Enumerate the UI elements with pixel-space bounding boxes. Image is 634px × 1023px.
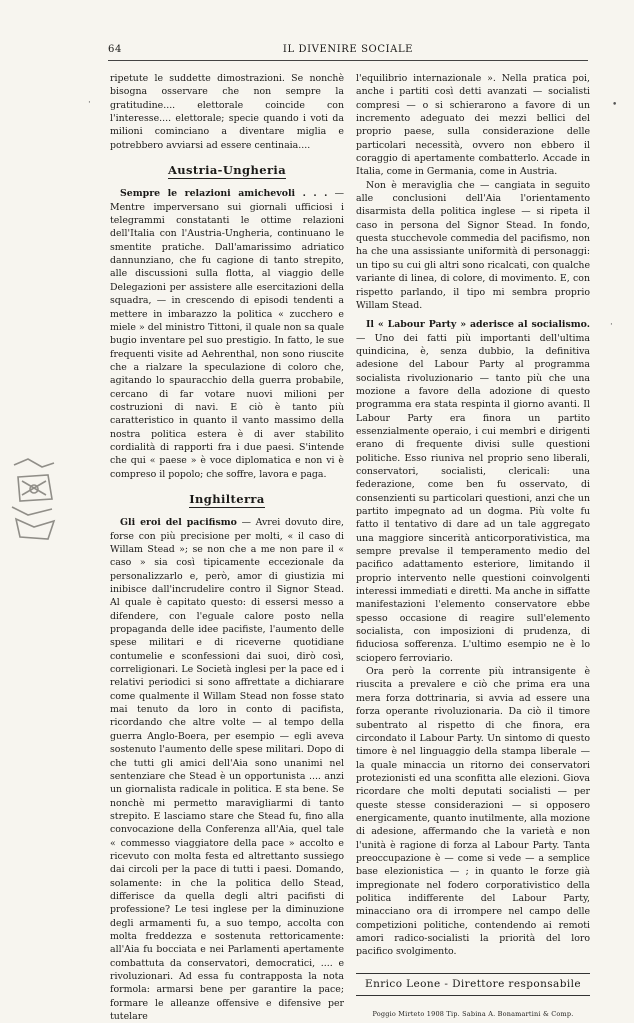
section-title-inghilterra: Inghilterra bbox=[189, 491, 265, 506]
page-header bbox=[108, 44, 588, 61]
austria-paragraph bbox=[110, 187, 344, 481]
austria-text: — Mentre imperversano sui giornali ufficiosi i telegrammi constatanti le ottime relazioni dell'Italia con l'Austria-Ungheria, continuano le smentite pratiche. Dall'amarissimo adriatico dannunziano, che fu cagione di tanto strepito, alle discussioni sulla flotta, al viaggio delle Delegazioni per assistere alle esercitazioni della squadra, — in crescendo di episodi tendenti a mettere in imbarazzo la politica « zucchero e miele » del ministro Tittoni, il quale non sa quale bugio inventare pel suo prestigio. In fatto, le sue frequenti visite ad Aehrenthal, non sono riuscite che a rialzare la speculazione di coloro che, agitando lo spauracchio della guerra probabile, cercano di far votare nuovi milioni per costruzioni di navi. E ciò è tanto più caratteristico in quanto il vanto massimo della nostra politica estera è di aver stabilito cordialità di rapporti fra i due paesi. S'intende che qui « paese » è voce diplomatica e non vi è compreso il popolo; che soffre, lavora e paga. bbox=[110, 188, 344, 480]
section-heading-inghilterra bbox=[110, 493, 344, 506]
inghilterra-paragraph bbox=[110, 516, 344, 1023]
running-title: IL DIVENIRE SOCIALE bbox=[282, 44, 414, 55]
continued-paragraph: l'equilibrio internazionale ». Nella pratica poi, anche i partiti così detti avanzati — socialisti compresi — o si schierarono a favore di un incremento adeguato dei mezzi bellici del proprio paese, sulla considerazione delle particolari necessità, ovvero non ebbero il coraggio di apertamente combatterlo. Accade in Italia, come in Germania, come in Austria. bbox=[356, 73, 590, 178]
margin-mark-3: · bbox=[610, 320, 613, 330]
labour-paragraph bbox=[356, 318, 590, 665]
left-column bbox=[110, 72, 344, 1023]
labour-text: — Uno dei fatti più importanti dell'ultima quindicina, è, senza dubbio, la definitiva adesione del Labour Party al programma socialista rivoluzionario — tanto più che una mozione a favore della adozione di questo programma era stata respinta il giorno avanti. Il Labour Party era finora un partito essenzialmente operaio, i cui membri e dirigenti erano di frequente divisi sulle questioni politiche. Esso riuniva nel proprio seno liberali, conservatori, socialisti, clericali: una federazione, come ben fu osservato, di consenzienti su particolari questioni, anzi che un partito impegnato ad un dogma. Più volte fu fatto il tentativo di dare ad un tale aggregato una maggiore sincerità anticorporativistica, ma sempre prevalse il temperamento medio del pacifico adattamento esteriore, limitando il proprio intervento nelle questioni coinvolgenti interessi immediati e diretti. Ma anche in siffatte manifestazioni l'elemento conservatore ebbe spesso occasione di reagire sull'elemento socialista, con imposizioni di prudenza, di fiduciosa sofferenza. L'ultimo esempio ne è lo sciopero ferroviario. bbox=[356, 332, 590, 664]
section-title-austria: Austria-Ungheria bbox=[167, 163, 287, 178]
margin-mark-1: · bbox=[88, 98, 91, 108]
intransigent-paragraph: Ora però la corrente più intransigente è riuscita a prevalere e ciò che prima era una mera forza dottrinaria, si avvia ad essere una forza operante rivoluzionaria. Da ciò il timore subentrato al rispetto di che finora, era circondato il Labour Party. Un sintomo di questo timore è nel linguaggio della stampa liberale — la quale minaccia un ritorno dei conservatori protezionisti ed una sconfitta alle elezioni. Giova ricordare che molti deputati socialisti — per queste stesse considerazioni — si opposero energicamente, quanto inutilmente, alla mozione di adesione, affermando che la varietà e non l'unità è ragione di forza al Labour Party. Tanta preoccupazione è — come si vede — a semplice base elezionistica — ; in quanto le forze già impregionate nel fodero corporativistico della politica indifferente del Labour Party, minacciano ora di irrompere nel campo delle competizioni politiche, contendendo ai remoti amori radico-socialisti la priorità del loro pacifico svolgimento. bbox=[356, 666, 590, 958]
intro-paragraph: ripetute le suddette dimostrazioni. Se nonchè bisogna osservare che non sempre la gratitudine.... elettorale coincide con l'interesse.... elettorale; specie quando i voti da milioni cominciano a diventare miglia e potrebbero avviarsi ad essere centinaia.... bbox=[110, 73, 344, 151]
inghilterra-text: — Avrei dovuto dire, forse con più precisione per molti, « il caso di Willam Stead »; se non che a me non pare il « caso » sia così tipicamente eccezionale da personalizzarlo e, però, amor di giustizia mi inibisce dall'incrudelire contro il Signor Stead. Al quale è capitato questo: di essersi messo a difendere, con l'eguale calore posto nella propaganda delle idee pacifiste, l'aumento delle spese militari e di riceverne quotidiane contumelie e sconfessioni dai suoi, dirò così, correligionari. Le Società inglesi per la pace ed i relativi periodici si sono affrettate a dichiarare come qualmente il Willam Stead non fosse stato mai tenuto da loro in conto di pacifista, ricordando che altre volte — al tempo della guerra Anglo-Boera, per esempio — egli aveva sostenuto l'aumento delle spese militari. Dopo di che tutti gli amici dell'Aia sono unanimi nel sentenziare che Stead è un opportunista .... anzi un giornalista radicale in politica. E sta bene. Se nonchè mi permetto maravigliarmi di tanto strepito. E lasciamo stare che Stead fu, fino alla convocazione della Conferenza all'Aia, quel tale « commesso viaggiatore della pace » accolto e ricevuto con molta festa ed altrettanto sussiego dai circoli per la pace di tutti i paesi. Domando, solamente: in che la politica dello Stead, differisce da quella degli altri pacifisti di professione? Le tesi inglese per la diminuzione degli armamenti fu, a suo tempo, accolta con molta freddezza e sostenuta rettoricamente: all'Aia fu bocciata e nei Parlamenti apertamente combattuta da conservatori, democratici, .... e rivoluzionari. Ad essa fu contrapposta la nota formola: armarsi bene per garantire la pace; formare le alleanze offensive e difensive per tutelare bbox=[110, 517, 345, 1023]
section-heading-austria bbox=[110, 164, 344, 177]
editor-signature: Enrico Leone - Direttore responsabile bbox=[356, 973, 590, 996]
austria-lead: Sempre le relazioni amichevoli . . . bbox=[120, 188, 328, 200]
labour-lead: Il « Labour Party » aderisce al socialismo. bbox=[366, 319, 590, 331]
library-stamp-graphic bbox=[8, 455, 60, 545]
stead-paragraph: Non è meraviglia che — cangiata in seguito alle conclusioni dell'Aia l'orientamento disarmista della politica inglese — si ripeta il caso in persona del Signor Stead. In fondo, questa stucchevole commedia del pacifismo, non ha che una assissiante uniformità di personaggi: un tipo su cui gli altri sono ricalcati, con qualche variante di linea, di colore, di movimento. E, con rispetto parlando, il tipo mi sembra proprio Willam Stead. bbox=[356, 179, 590, 311]
right-column bbox=[356, 72, 590, 1021]
margin-mark-2: • bbox=[612, 100, 618, 110]
printer-imprint: Poggio Mirteto 1908 Tip. Sabina A. Bonamartini & Comp. bbox=[372, 1010, 574, 1019]
inghilterra-lead: Gli eroi del pacifismo bbox=[120, 517, 237, 529]
page-number: 64 bbox=[108, 44, 122, 55]
